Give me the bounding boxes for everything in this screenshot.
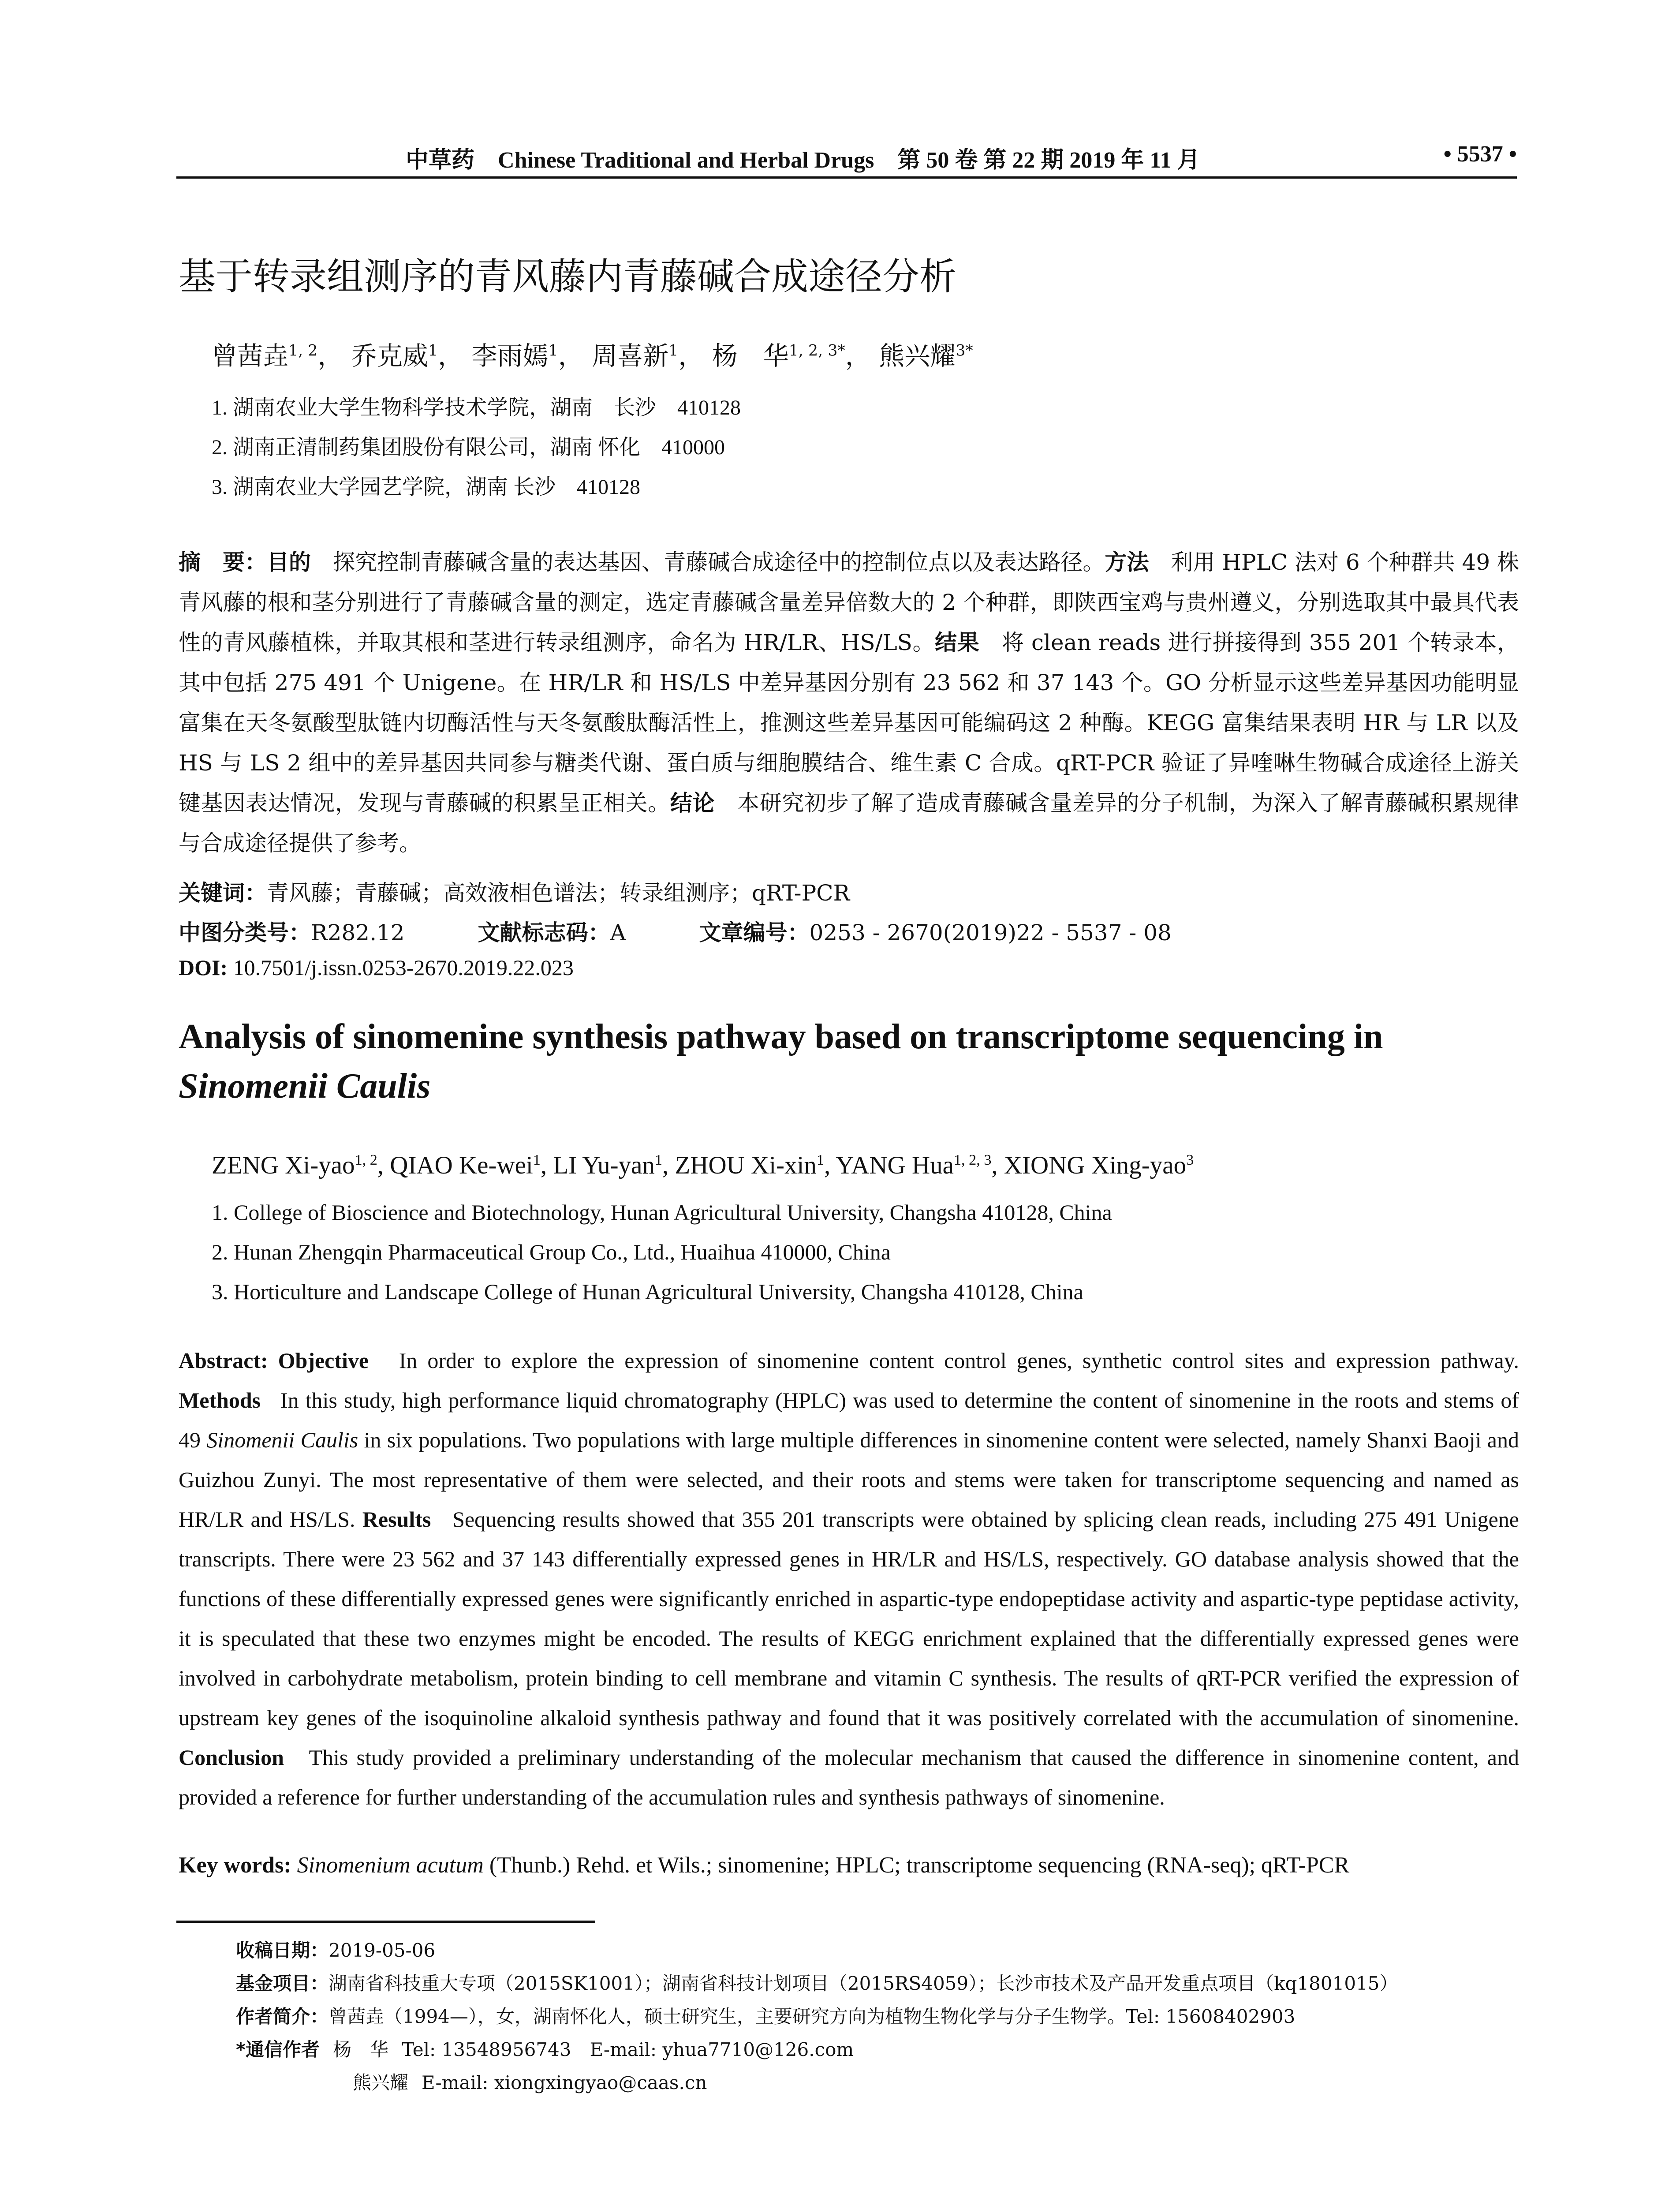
author-en: ZENG Xi-yao$^{1, 2}$, bbox=[212, 1151, 390, 1179]
author-cn: 周喜新$^1$， bbox=[592, 341, 704, 371]
header-rule bbox=[176, 176, 1517, 179]
author-en: ZHOU Xi-xin$^1$, bbox=[675, 1151, 836, 1179]
authors-cn bbox=[212, 335, 973, 372]
affiliation-en-2: 2. Hunan Zhengqin Pharmaceutical Group Co., Ltd., Huaihua 410000, China bbox=[212, 1240, 891, 1264]
author-cn: 乔克威$^1$， bbox=[351, 341, 464, 371]
footnote-rule bbox=[176, 1921, 595, 1923]
author-cn: 李雨嫣$^1$， bbox=[471, 341, 584, 371]
affiliation-cn-2: 2. 湖南正清制药集团股份有限公司，湖南 怀化 410000 bbox=[212, 436, 725, 459]
author-en: QIAO Ke-wei$^1$, bbox=[390, 1151, 553, 1179]
title-en: Analysis of sinomenine synthesis pathway based on transcriptome sequencing in Sinomenii Caulis bbox=[179, 1017, 1383, 1106]
authors-en bbox=[212, 1151, 1194, 1180]
author-en: YANG Hua$^{1, 2, 3}$, bbox=[836, 1151, 1004, 1179]
footnote-fund: 基金项目：湖南省科技重大专项（2015SK1001）；湖南省科技计划项目（2015RS4059）；长沙市技术及产品开发重点项目（kq1801015） bbox=[236, 1973, 1398, 1994]
journal-issue: 第 50 卷 第 22 期 2019 年 11 月 bbox=[897, 148, 1200, 173]
keywords-en: Key words: Sinomenium acutum (Thunb.) Rehd. et Wils.; sinomenine; HPLC; transcriptome sequencing (RNA-seq); qRT-PCR bbox=[179, 1853, 1350, 1878]
author-en: LI Yu-yan$^1$, bbox=[553, 1151, 675, 1179]
running-header bbox=[176, 141, 1517, 176]
footnote-received: 收稿日期：2019-05-06 bbox=[236, 1940, 436, 1961]
footnote-correspondence-2: 熊兴耀 E-mail: xiongxingyao@caas.cn bbox=[353, 2072, 707, 2093]
keywords-cn: 关键词：青风藤；青藤碱；高效液相色谱法；转录组测序；qRT-PCR bbox=[179, 880, 850, 906]
abstract-cn: 摘 要：目的 探究控制青藤碱含量的表达基因、青藤碱合成途径中的控制位点以及表达路径。方法 利用 HPLC 法对 6 个种群共 49 株青风藤的根和茎分别进行了青藤碱含量的测定，选定青藤碱含量差异倍数大的 2 个种群，即陕西宝鸡与贵州遵义，分别选取其中最具代表性的青风藤植株，并取其根和茎进行转录组测序，命名为 HR/LR、HS/LS。结果 将 clean reads 进行拼接得到 355 201 个转录本，其中包括 275 491 个 Unigene。在 HR/LR 和 HS/LS 中差异基因分别有 23 562 和 37 143 个。GO 分析显示这些差异基因功能明显富集在天冬氨酸型肽链内切酶活性与天冬氨酸肽酶活性上，推测这些差异基因可能编码这 2 种酶。KEGG 富集结果表明 HR 与 LR 以及 HS 与 LS 2 组中的差异基因共同参与糖类代谢、蛋白质与细胞膜结合、维生素 C 合成。qRT-PCR 验证了异喹啉生物碱合成途径上游关键基因表达情况，发现与青藤碱的积累呈正相关。结论 本研究初步了解了造成青藤碱含量差异的分子机制，为深入了解青藤碱积累规律与合成途径提供了参考。 bbox=[179, 549, 1519, 856]
footnote-author: 作者简介：曾茜垚（1994—），女，湖南怀化人，硕士研究生，主要研究方向为植物生物化学与分子生物学。Tel: 15608402903 bbox=[236, 2006, 1295, 2027]
abstract-en: Abstract: Objective In order to explore the expression of sinomenine content control genes, synthetic control sites and expression pathway. Methods In this study, high performance liquid chromatography (HPLC) was used to determine the content of sinomenine in the roots and stems of 49 Sinomenii Caulis in six populations. Two populations with large multiple differences in sinomenine content were selected, namely Shanxi Baoji and Guizhou Zunyi. The most representative of them were selected, and their roots and stems were taken for transcriptome sequencing and named as HR/LR and HS/LS. Results Sequencing results showed that 355 201 transcripts were obtained by splicing clean reads, including 275 491 Unigene transcripts. There were 23 562 and 37 143 differentially expressed genes in HR/LR and HS/LS, respectively. GO database analysis showed that the functions of these differentially expressed genes were significantly enriched in aspartic-type endopeptidase activity and aspartic-type peptidase activity, it is speculated that these two enzymes might be encoded. The results of KEGG enrichment explained that the differentially expressed genes were involved in carbohydrate metabolism, protein binding to cell membrane and vitamin C synthesis. The results of qRT-PCR verified the expression of upstream key genes of the isoquinoline alkaloid synthesis pathway and found that it was positively correlated with the accumulation of sinomenine. Conclusion This study provided a preliminary understanding of the molecular mechanism that caused the difference in sinomenine content, and provided a reference for further understanding of the accumulation rules and synthesis pathways of sinomenine. bbox=[179, 1348, 1519, 1809]
doi-line: DOI: 10.7501/j.issn.0253-2670.2019.22.023 bbox=[179, 955, 574, 980]
title-cn: 基于转录组测序的青风藤内青藤碱合成途径分析 bbox=[179, 255, 957, 298]
affiliation-en-3: 3. Horticulture and Landscape College of Hunan Agricultural University, Changsha 410128, China bbox=[212, 1279, 1083, 1304]
author-en: XIONG Xing-yao$^3$ bbox=[1004, 1151, 1194, 1179]
footnote-correspondence-1: *通信作者 杨 华 Tel: 13548956743 E-mail: yhua7710@126.com bbox=[236, 2039, 854, 2060]
affiliation-cn-3: 3. 湖南农业大学园艺学院，湖南 长沙 410128 bbox=[212, 475, 641, 499]
author-cn: 曾茜垚$^{1, 2}$， bbox=[212, 341, 343, 371]
journal-brand: 中草药 bbox=[406, 146, 475, 173]
journal-header bbox=[406, 141, 1200, 174]
affiliation-cn-1: 1. 湖南农业大学生物科学技术学院，湖南 长沙 410128 bbox=[212, 396, 741, 419]
journal-name: Chinese Traditional and Herbal Drugs bbox=[498, 148, 874, 173]
author-cn: 熊兴耀$^{3*}$ bbox=[879, 341, 973, 371]
affiliation-en-1: 1. College of Bioscience and Biotechnology, Hunan Agricultural University, Changsha 410128, China bbox=[212, 1200, 1112, 1225]
page-number: • 5537 • bbox=[1443, 142, 1517, 167]
author-cn: 杨 华$^{1, 2, 3*}$， bbox=[712, 341, 871, 371]
abstract-cn-label: 摘 要： bbox=[179, 549, 267, 575]
classification-line: 中图分类号：R282.12 文献标志码：A 文章编号：0253 - 2670(2019)22 - 5537 - 08 bbox=[179, 920, 1172, 946]
